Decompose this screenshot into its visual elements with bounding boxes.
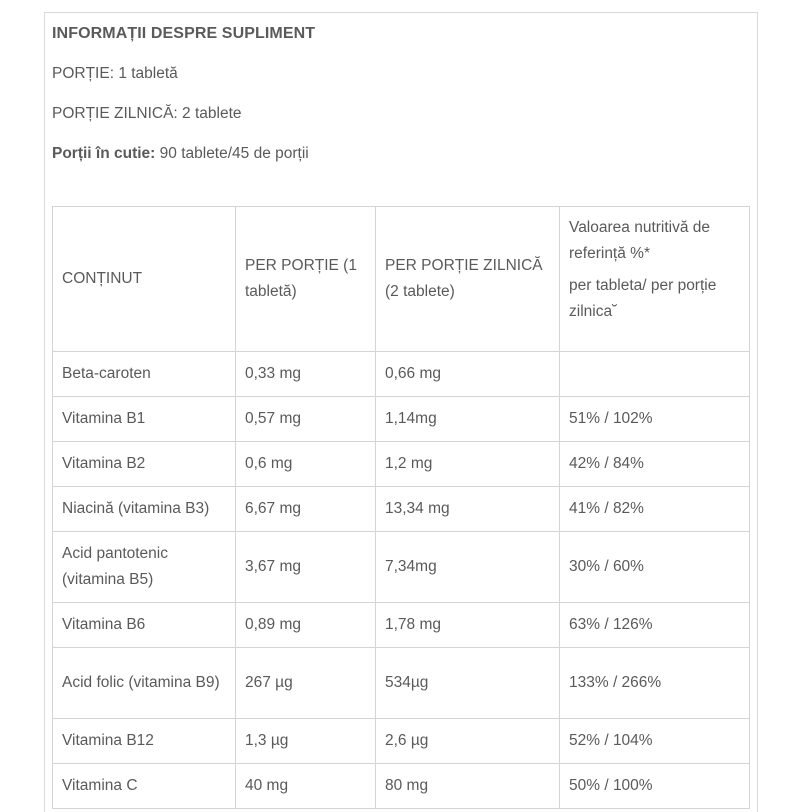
cell-per-serving: 0,57 mg	[236, 397, 376, 442]
cell-name: Beta-caroten	[53, 352, 236, 397]
table-row	[53, 719, 750, 764]
servings-per-box-value: 90 tablete/45 de porții	[155, 145, 309, 162]
nutrition-table	[52, 206, 750, 809]
cell-per-daily: 7,34mg	[376, 532, 560, 603]
cell-reference: 30% / 60%	[560, 532, 750, 603]
header-per-serving: PER PORȚIE (1 tabletă)	[236, 207, 376, 352]
cell-reference: 42% / 84%	[560, 442, 750, 487]
cell-per-daily: 2,6 µg	[376, 719, 560, 764]
table-row	[53, 648, 750, 719]
cell-per-serving: 0,33 mg	[236, 352, 376, 397]
table-row	[53, 764, 750, 809]
cell-reference: 41% / 82%	[560, 487, 750, 532]
header-reference-value	[560, 207, 750, 352]
header-reference-line2: per tableta/ per porție zilnica˘	[569, 277, 717, 320]
cell-per-serving: 0,89 mg	[236, 603, 376, 648]
cell-name: Acid pantotenic (vitamina B5)	[53, 532, 236, 603]
table-header-row	[53, 207, 750, 352]
header-reference-line1: Valoarea nutritivă de referință %*	[569, 219, 711, 262]
cell-per-daily: 13,34 mg	[376, 487, 560, 532]
section-title: INFORMAȚII DESPRE SUPLIMENT	[52, 25, 316, 42]
daily-serving-line: PORȚIE ZILNICĂ: 2 tablete	[52, 105, 242, 122]
cell-per-serving: 6,67 mg	[236, 487, 376, 532]
table-row	[53, 352, 750, 397]
cell-per-serving: 1,3 µg	[236, 719, 376, 764]
header-per-daily-serving: PER PORȚIE ZILNICĂ (2 tablete)	[376, 207, 560, 352]
table-row	[53, 397, 750, 442]
cell-per-daily: 1,14mg	[376, 397, 560, 442]
cell-name: Vitamina B2	[53, 442, 236, 487]
table-row	[53, 532, 750, 603]
table-row	[53, 487, 750, 532]
cell-per-serving: 40 mg	[236, 764, 376, 809]
cell-reference: 133% / 266%	[560, 648, 750, 719]
cell-per-daily: 534µg	[376, 648, 560, 719]
servings-per-box-label: Porții în cutie:	[52, 145, 156, 162]
cell-per-daily: 80 mg	[376, 764, 560, 809]
cell-per-serving: 0,6 mg	[236, 442, 376, 487]
cell-per-daily: 1,2 mg	[376, 442, 560, 487]
serving-line: PORȚIE: 1 tabletă	[52, 65, 178, 82]
cell-name: Vitamina B12	[53, 719, 236, 764]
header-content: CONȚINUT	[53, 207, 236, 352]
cell-reference	[560, 352, 750, 397]
cell-name: Acid folic (vitamina B9)	[53, 648, 236, 719]
cell-reference: 51% / 102%	[560, 397, 750, 442]
cell-reference: 52% / 104%	[560, 719, 750, 764]
cell-name: Vitamina C	[53, 764, 236, 809]
cell-reference: 63% / 126%	[560, 603, 750, 648]
cell-per-serving: 3,67 mg	[236, 532, 376, 603]
table-row	[53, 442, 750, 487]
cell-per-serving: 267 µg	[236, 648, 376, 719]
cell-reference: 50% / 100%	[560, 764, 750, 809]
cell-per-daily: 0,66 mg	[376, 352, 560, 397]
servings-per-box-line	[52, 145, 309, 163]
cell-name: Vitamina B6	[53, 603, 236, 648]
cell-per-daily: 1,78 mg	[376, 603, 560, 648]
cell-name: Vitamina B1	[53, 397, 236, 442]
cell-name: Niacină (vitamina B3)	[53, 487, 236, 532]
table-row	[53, 603, 750, 648]
